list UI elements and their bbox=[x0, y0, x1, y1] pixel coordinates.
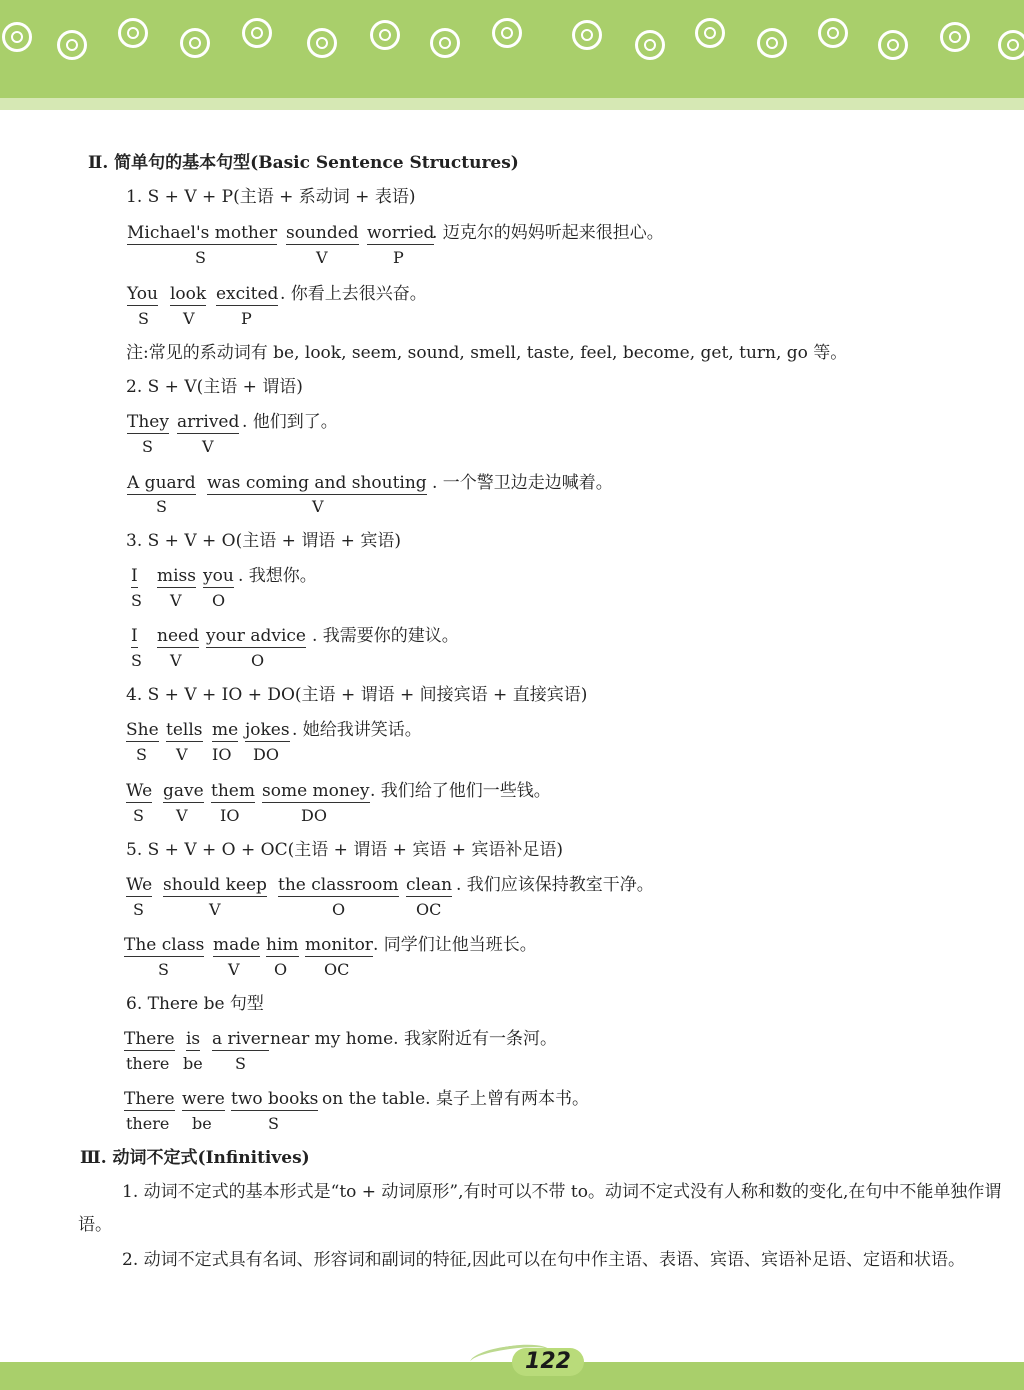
sentence-word: you bbox=[203, 566, 234, 586]
grammar-label: V bbox=[316, 248, 328, 267]
sentence-translation: . 你看上去很兴奋。 bbox=[280, 284, 427, 304]
sentence-translation: near my home. 我家附近有一条河。 bbox=[270, 1029, 557, 1049]
section-heading: Ⅱ. 简单句的基本句型(Basic Sentence Structures) bbox=[88, 153, 519, 173]
sentence-word: sounded bbox=[286, 223, 359, 243]
grammar-label: V bbox=[170, 591, 182, 610]
sentence-word: them bbox=[211, 781, 255, 801]
paragraph: 1. 动词不定式的基本形式是“to + 动词原形”,有时可以不带 to。动词不定式没有人称和数的变化,在句中不能单独作谓语。 bbox=[78, 1182, 1002, 1235]
pattern-title: 1. S + V + P(主语 + 系动词 + 表语) bbox=[126, 187, 416, 207]
grammar-label: S bbox=[133, 806, 144, 825]
sentence-word: There bbox=[124, 1029, 175, 1049]
sentence-word: I bbox=[131, 626, 138, 646]
grammar-label: S bbox=[156, 497, 167, 516]
grammar-label: V bbox=[176, 806, 188, 825]
grammar-label: S bbox=[136, 745, 147, 764]
grammar-label: P bbox=[393, 248, 404, 267]
grammar-label: S bbox=[138, 309, 149, 328]
sentence-word: excited bbox=[216, 284, 279, 304]
grammar-label: S bbox=[268, 1114, 279, 1133]
grammar-label: OC bbox=[324, 960, 350, 979]
grammar-label: S bbox=[133, 900, 144, 919]
sentence-translation: . 同学们让他当班长。 bbox=[373, 935, 537, 955]
sentence-word: miss bbox=[157, 566, 197, 586]
sentence-word: jokes bbox=[245, 720, 290, 740]
sentence-word: a river bbox=[212, 1029, 269, 1049]
sentence-word: You bbox=[127, 284, 158, 304]
sentence-word: tells bbox=[166, 720, 203, 740]
sentence-word: the classroom bbox=[278, 875, 399, 895]
grammar-label: S bbox=[131, 591, 142, 610]
sentence-word: worried bbox=[367, 223, 435, 243]
grammar-label: O bbox=[251, 651, 265, 670]
grammar-label: V bbox=[312, 497, 324, 516]
header-circle-decoration bbox=[0, 14, 1024, 64]
sentence-translation: . 我想你。 bbox=[238, 566, 317, 586]
grammar-label: there bbox=[126, 1054, 170, 1073]
grammar-label: DO bbox=[301, 806, 327, 825]
sentence-translation: . 她给我讲笑话。 bbox=[292, 720, 422, 740]
sentence-translation: . 他们到了。 bbox=[242, 412, 338, 432]
grammar-label: IO bbox=[212, 745, 232, 764]
grammar-label: there bbox=[126, 1114, 170, 1133]
grammar-label: be bbox=[183, 1054, 203, 1073]
pattern-title: 4. S + V + IO + DO(主语 + 谓语 + 间接宾语 + 直接宾语) bbox=[126, 685, 588, 705]
sentence-word: monitor bbox=[305, 935, 373, 955]
sentence-word: gave bbox=[163, 781, 204, 801]
sentence-translation: . 我们给了他们一些钱。 bbox=[370, 781, 551, 801]
sentence-word: some money bbox=[262, 781, 370, 801]
sentence-word: two books bbox=[231, 1089, 319, 1109]
grammar-label: O bbox=[332, 900, 346, 919]
grammar-label: O bbox=[212, 591, 226, 610]
grammar-label: OC bbox=[416, 900, 442, 919]
sentence-translation: . 我们应该保持教室干净。 bbox=[456, 875, 654, 895]
grammar-label: be bbox=[192, 1114, 212, 1133]
sentence-word: were bbox=[182, 1089, 225, 1109]
pattern-title: 6. There be 句型 bbox=[126, 994, 264, 1014]
pattern-title: 2. S + V(主语 + 谓语) bbox=[126, 377, 303, 397]
sentence-word: need bbox=[157, 626, 199, 646]
page-number-badge bbox=[470, 1338, 610, 1378]
grammar-label: O bbox=[274, 960, 288, 979]
section-heading: Ⅲ. 动词不定式(Infinitives) bbox=[80, 1148, 310, 1168]
grammar-label: IO bbox=[220, 806, 240, 825]
sentence-word: There bbox=[124, 1089, 175, 1109]
sentence-word: made bbox=[213, 935, 261, 955]
sentence-word: The class bbox=[124, 935, 205, 955]
grammar-label: S bbox=[142, 437, 153, 456]
grammar-label: V bbox=[209, 900, 221, 919]
grammar-label: V bbox=[170, 651, 182, 670]
sentence-word: me bbox=[212, 720, 239, 740]
page-number: 122 bbox=[512, 1348, 584, 1376]
sentence-word: A guard bbox=[127, 473, 196, 493]
sentence-word: was coming and shouting bbox=[207, 473, 427, 493]
sentence-translation: . 迈克尔的妈妈听起来很担心。 bbox=[432, 223, 664, 243]
grammar-label: S bbox=[195, 248, 206, 267]
grammar-label: V bbox=[228, 960, 240, 979]
sentence-word: She bbox=[126, 720, 159, 740]
paragraph: 2. 动词不定式具有名词、形容词和副词的特征,因此可以在句中作主语、表语、宾语、宾语补足语、定语和状语。 bbox=[122, 1250, 966, 1270]
grammar-label: S bbox=[235, 1054, 246, 1073]
grammar-label: S bbox=[158, 960, 169, 979]
sentence-word: look bbox=[170, 284, 207, 304]
sentence-word: They bbox=[127, 412, 169, 432]
sentence-word: arrived bbox=[177, 412, 240, 432]
sentence-translation: on the table. 桌子上曾有两本书。 bbox=[322, 1089, 589, 1109]
grammar-label: DO bbox=[253, 745, 279, 764]
pattern-title: 5. S + V + O + OC(主语 + 谓语 + 宾语 + 宾语补足语) bbox=[126, 840, 564, 860]
sentence-word: is bbox=[186, 1029, 201, 1049]
sentence-word: We bbox=[126, 781, 153, 801]
sentence-translation: . 我需要你的建议。 bbox=[312, 626, 459, 646]
grammar-label: P bbox=[241, 309, 252, 328]
grammar-label: V bbox=[176, 745, 188, 764]
note-text: 注:常见的系动词有 be, look, seem, sound, smell, taste, feel, become, get, turn, go 等。 bbox=[126, 343, 848, 363]
grammar-label: V bbox=[202, 437, 214, 456]
sentence-word: your advice bbox=[206, 626, 306, 646]
sentence-word: I bbox=[131, 566, 138, 586]
sentence-translation: . 一个警卫边走边喊着。 bbox=[432, 473, 613, 493]
sentence-word: should keep bbox=[163, 875, 267, 895]
sentence-word: Michael's mother bbox=[127, 223, 278, 243]
grammar-label: S bbox=[131, 651, 142, 670]
grammar-label: V bbox=[183, 309, 195, 328]
sentence-word: clean bbox=[406, 875, 453, 895]
pattern-title: 3. S + V + O(主语 + 谓语 + 宾语) bbox=[126, 531, 401, 551]
header-band-edge bbox=[0, 98, 1024, 110]
sentence-word: We bbox=[126, 875, 153, 895]
sentence-word: him bbox=[266, 935, 299, 955]
